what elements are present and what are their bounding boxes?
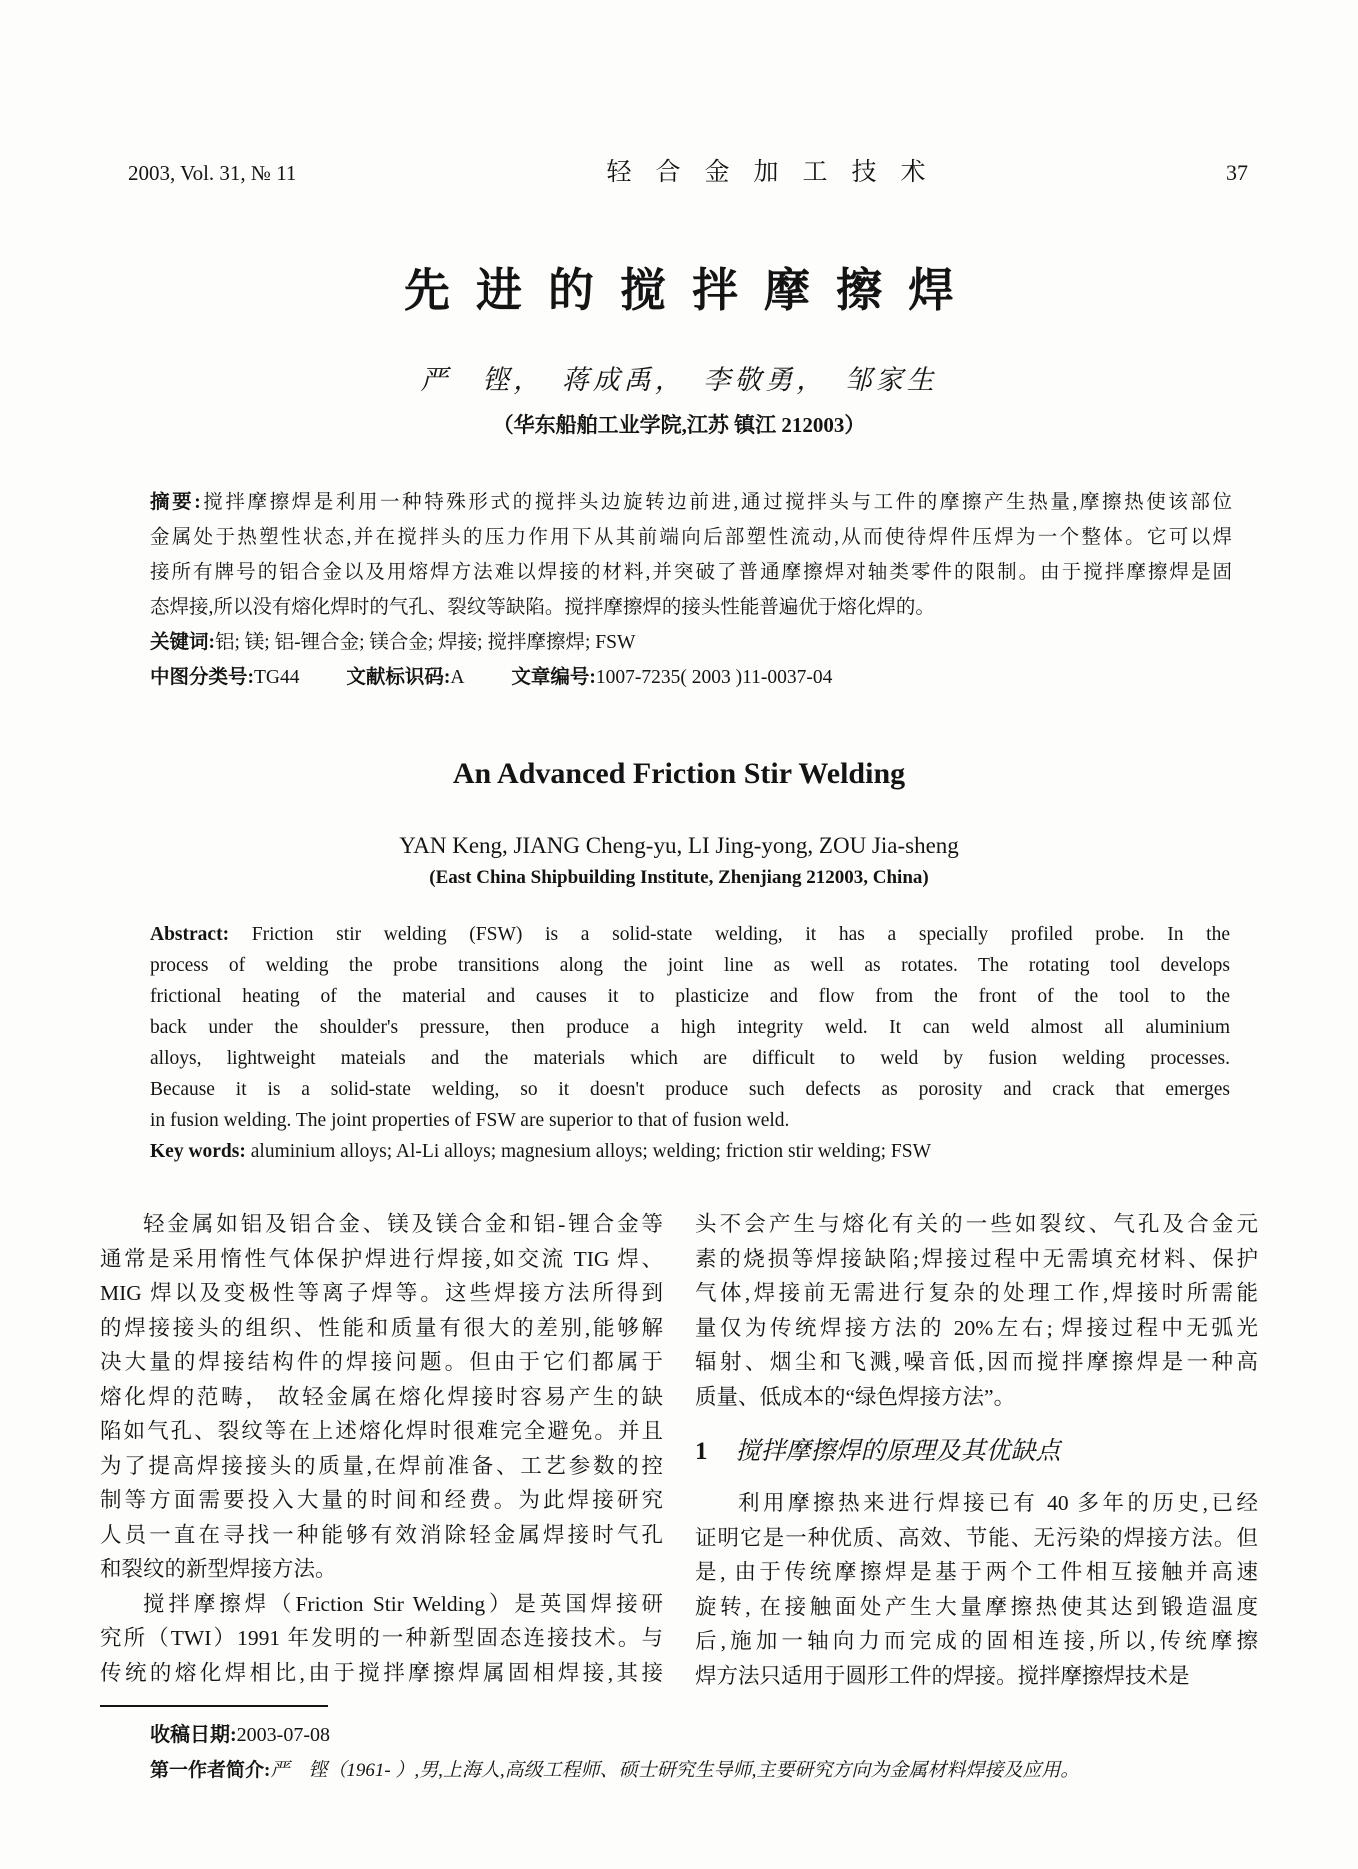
body-line: 质量、低成本的“绿色焊接方法”。 xyxy=(695,1384,1016,1409)
abstract-en-label: Abstract: xyxy=(150,924,230,945)
body-line: 熔化焊的范畴， 故轻金属在熔化焊接时容易产生的缺 xyxy=(100,1384,663,1409)
abstract-cn xyxy=(150,485,1232,625)
affiliation-en: (East China Shipbuilding Institute, Zhenjiang 212003, China) xyxy=(429,867,929,888)
body-line: 证明它是一种优质、高效、节能、无污染的焊接方法。但 xyxy=(695,1525,1258,1550)
keywords-cn-label: 关键词: xyxy=(150,632,215,653)
keywords-en xyxy=(150,1136,1230,1167)
footnote-rule xyxy=(100,1705,328,1707)
clc-value: TG44 xyxy=(254,667,300,688)
body-line: 制等方面需要投入大量的时间和经费。为此焊接研究 xyxy=(100,1488,663,1512)
left-column xyxy=(100,1207,663,1693)
abstract-en-text: Friction stir welding (FSW) is a solid-state welding, it has a specially profiled probe. In the xyxy=(251,924,1230,945)
body-line: 后,施加一轴向力而完成的固相连接,所以,传统摩擦 xyxy=(695,1629,1258,1653)
abstract-en-line: alloys, lightweight mateials and the materials which are difficult to weld by fusion welding processes. xyxy=(150,1048,1230,1069)
body-line: 轻金属如铝及铝合金、镁及镁合金和铝-锂合金等 xyxy=(143,1212,663,1236)
classification-line xyxy=(150,660,1232,695)
abstract-en-line: frictional heating of the material and causes it to plasticize and flow from the front of the tool to the xyxy=(150,986,1230,1007)
article-title-cn: 先进的搅拌摩擦焊 xyxy=(404,265,980,316)
abstract-en-line: back under the shoulder's pressure, then produce a high integrity weld. It can weld almost all aluminium xyxy=(150,1017,1230,1038)
authors-en: YAN Keng, JIANG Cheng-yu, LI Jing-yong, ZOU Jia-sheng xyxy=(399,833,959,858)
keywords-en-text: aluminium alloys; Al-Li alloys; magnesium alloys; welding; friction stir welding; FSW xyxy=(250,1141,932,1162)
first-author-bio-value: 严 铿（1961- ）,男,上海人,高级工程师、硕士研究生导师,主要研究方向为金属材料焊接及应用。 xyxy=(270,1760,1080,1781)
body-line: 通常是采用惰性气体保护焊进行焊接,如交流 TIG 焊、 xyxy=(100,1246,663,1271)
body-line: 辐射、烟尘和飞溅,噪音低,因而搅拌摩擦焊是一种高 xyxy=(695,1350,1258,1374)
body-line: 传统的熔化焊相比,由于搅拌摩擦焊属固相焊接,其接 xyxy=(100,1660,663,1685)
page-number: 37 xyxy=(1226,160,1248,185)
keywords-cn xyxy=(150,625,1232,660)
body-line: 陷如气孔、裂纹等在上述熔化焊时很难完全避免。并且 xyxy=(100,1419,663,1443)
body-line: 焊方法只适用于圆形工件的焊接。搅拌摩擦焊技术是 xyxy=(695,1663,1190,1688)
abstract-cn-text: 搅拌摩擦焊是利用一种特殊形式的搅拌头边旋转边前进,通过搅拌头与工件的摩擦产生热量,摩擦热使该部位 xyxy=(200,492,1232,513)
article-id xyxy=(511,667,832,688)
body-line: 决大量的焊接结构件的焊接问题。但由于它们都属于 xyxy=(100,1350,663,1374)
body-line: 量仅为传统焊接方法的 20%左右; 焊接过程中无弧光 xyxy=(695,1315,1258,1340)
body-line: 是, 由于传统摩擦焊是基于两个工件相互接触并高速 xyxy=(695,1560,1258,1584)
journal-name: 轻合金加工技术 xyxy=(606,158,950,186)
received-date-value: 2003-07-08 xyxy=(236,1724,330,1746)
abstract-en-line xyxy=(150,919,1230,950)
body-line: 旋转, 在接触面处产生大量摩擦热使其达到锻造温度 xyxy=(695,1594,1258,1619)
body-line: 的焊接接头的组织、性能和质量有很大的差别,能够解 xyxy=(100,1315,663,1340)
body-line: 究所（TWI）1991 年发明的一种新型固态连接技术。与 xyxy=(100,1626,663,1650)
doc-code-label: 文献标识码: xyxy=(346,667,451,688)
body-line: 利用摩擦热来进行焊接已有 40 多年的历史,已经 xyxy=(738,1491,1258,1515)
footnote xyxy=(0,1693,1358,1789)
body-line: 气体,焊接前无需进行复杂的处理工作,焊接时所需能 xyxy=(695,1281,1258,1305)
section-1-title: 搅拌摩擦焊的原理及其优缺点 xyxy=(735,1438,1061,1465)
first-author-bio-label: 第一作者简介: xyxy=(150,1760,271,1781)
received-date xyxy=(150,1717,1258,1753)
keywords-en-label: Key words: xyxy=(150,1141,246,1162)
journal-header xyxy=(0,0,1358,188)
body-line: 人员一直在寻找一种能够有效消除轻金属焊接时气孔 xyxy=(100,1522,663,1547)
body-line: 头不会产生与熔化有关的一些如裂纹、气孔及合金元 xyxy=(695,1212,1258,1236)
body-line: MIG 焊以及变极性等离子焊等。这些焊接方法所得到 xyxy=(100,1281,663,1305)
clc-number xyxy=(150,667,300,688)
abstract-cn-line: 接所有牌号的铝合金以及用熔焊方法难以焊接的材料,并突破了普通摩擦焊对轴类零件的限制。由于搅拌摩擦焊是固 xyxy=(150,562,1232,583)
body-line: 素的烧损等焊接缺陷;焊接过程中无需填充材料、保护 xyxy=(695,1246,1258,1271)
section-1-number: 1 xyxy=(695,1438,708,1465)
abstract-cn-line: 金属处于热塑性状态,并在搅拌头的压力作用下从其前端向后部塑性流动,从而使待焊件压焊为一个整体。它可以焊 xyxy=(150,527,1232,548)
received-date-label: 收稿日期: xyxy=(150,1724,237,1746)
article-title-en: An Advanced Friction Stir Welding xyxy=(452,757,906,790)
issue-info: 2003, Vol. 31, № 11 xyxy=(128,161,297,185)
clc-label: 中图分类号: xyxy=(150,667,254,688)
first-author-bio xyxy=(150,1753,1258,1789)
article-id-value: 1007-7235( 2003 )11-0037-04 xyxy=(595,667,833,688)
doc-code-value: A xyxy=(450,667,465,688)
abstract-cn-label: 摘要: xyxy=(150,492,201,513)
abstract-cn-line: 态焊接,所以没有熔化焊时的气孔、裂纹等缺陷。搅拌摩擦焊的接头性能普遍优于熔化焊的。 xyxy=(150,597,935,618)
body-line: 为了提高焊接接头的质量,在焊前准备、工艺参数的控 xyxy=(100,1453,663,1478)
article-id-label: 文章编号: xyxy=(511,667,596,688)
body-columns xyxy=(0,1167,1358,1693)
body-line: 和裂纹的新型焊接方法。 xyxy=(100,1557,337,1581)
document-code xyxy=(346,667,464,688)
right-column xyxy=(695,1207,1258,1693)
keywords-cn-text: 铝; 镁; 铝-锂合金; 镁合金; 焊接; 搅拌摩擦焊; FSW xyxy=(215,632,636,653)
abstract-en-line: Because it is a solid-state welding, so it doesn't produce such defects as porosity and crack that emerges xyxy=(150,1079,1230,1100)
section-1-heading xyxy=(695,1430,1258,1474)
affiliation-cn: （华东船舶工业学院,江苏 镇江 212003） xyxy=(492,413,866,437)
abstract-en-line: in fusion welding. The joint properties of FSW are superior to that of fusion weld. xyxy=(150,1110,790,1131)
authors-cn: 严 铿， 蒋成禹， 李敬勇， 邹家生 xyxy=(420,365,938,395)
abstract-en-line: process of welding the probe transitions along the joint line as well as rotates. The rotating tool develops xyxy=(150,955,1230,976)
abstract-en xyxy=(150,919,1230,1136)
body-line: 搅拌摩擦焊（Friction Stir Welding）是英国焊接研 xyxy=(143,1591,663,1616)
abstract-cn-line xyxy=(150,485,1232,520)
